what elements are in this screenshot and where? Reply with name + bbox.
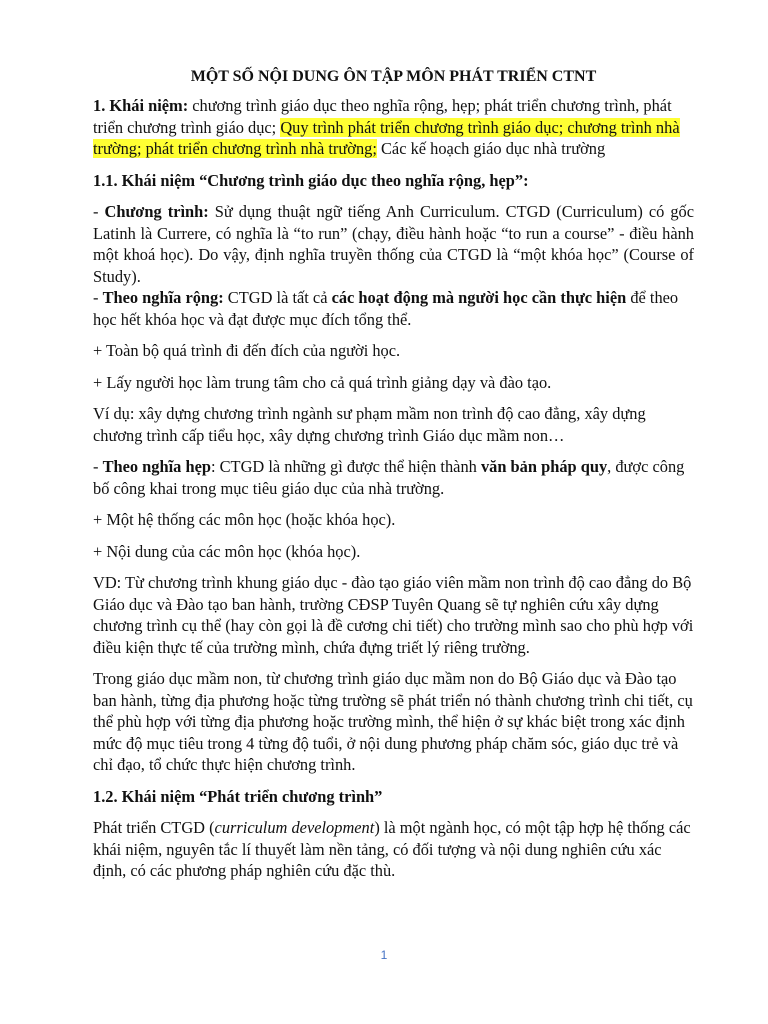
chuong-trinh-paragraph	[93, 201, 694, 287]
mam-non-paragraph: Trong giáo dục mầm non, từ chương trình giáo dục mầm non do Bộ Giáo dục và Đào tạo ban hành, từng địa phương hoặc từng trường sẽ phát triển nó thành chương trình chi tiết, cụ thể phù hợp với từng địa phương hoặc trường mình, thể hiện ở sự khác biệt trong xác định mức độ mục tiêu trong 4 từng độ tuổi, ở nội dung phương pháp chăm sóc, giáo dục trẻ và chỉ đạo, tổ chức thực hiện chương trình.	[93, 669, 693, 774]
phat-trien-paragraph	[93, 817, 694, 882]
nghia-hep-bold: văn bản pháp quy	[480, 457, 608, 476]
example-1: Ví dụ: xây dựng chương trình ngành sư phạm mầm non trình độ cao đẳng, xây dựng chương trình cấp tiểu học, xây dựng chương trình Giáo dục mầm non…	[93, 404, 646, 445]
rong-point-1: + Toàn bộ quá trình đi đến đích của người học.	[93, 341, 401, 360]
rong-point-2: + Lấy người học làm trung tâm cho cả quá trình giảng dạy và đào tạo.	[93, 372, 552, 392]
nghia-rong-text: CTGD là tất cả	[223, 288, 332, 307]
section-1-label: 1. Khái niệm:	[93, 96, 189, 115]
phat-trien-text: Phát triển CTGD (	[93, 818, 215, 837]
nghia-rong-text-2: để theo học hết khóa học và đạt được mục đích tổng thể.	[93, 288, 679, 329]
dash: -	[93, 202, 105, 221]
nghia-rong-label: Theo nghĩa rộng:	[102, 288, 224, 307]
nghia-rong-paragraph	[93, 287, 694, 330]
nghia-rong-bold: các hoạt động mà người học cần thực hiện	[331, 288, 627, 307]
phat-trien-italic: curriculum development	[214, 818, 375, 837]
hep-point-2: + Nội dung của các môn học (khóa học).	[93, 541, 361, 561]
section-1-text: chương trình giáo dục theo nghĩa rộng, hẹp; phát triển chương trình, phát triển chương trình giáo dục;	[93, 96, 672, 137]
heading-1-2: 1.2. Khái niệm “Phát triển chương trình”	[93, 786, 383, 806]
nghia-hep-label: Theo nghĩa hẹp	[102, 457, 211, 476]
phat-trien-text-2: ) là một ngành học, có một tập hợp hệ thống các khái niệm, nguyên tắc lí thuyết làm nền tảng, có đối tượng và nội dung nghiên cứu xác định, có các phương pháp nghiên cứu đặc thù.	[93, 818, 691, 880]
page-number: 1	[380, 948, 388, 962]
example-2: VD: Từ chương trình khung giáo dục - đào tạo giáo viên mầm non trình độ cao đẳng do Bộ Giáo dục và Đào tạo ban hành, trường CĐSP Tuyên Quang sẽ tự nghiên cứu xây dựng chương trình cụ thể (hay còn gọi là đề cương chi tiết) cho trường mình sao cho phù hợp với điều kiện thực tế của trường mình, chứa đựng triết lý riêng trường.	[93, 573, 694, 657]
dash: -	[93, 288, 103, 307]
nghia-hep-paragraph	[93, 456, 694, 499]
chuong-trinh-label: Chương trình:	[104, 202, 209, 221]
section-1-tail: Các kế hoạch giáo dục nhà trường	[376, 139, 606, 158]
section-1-highlight: Quy trình phát triển chương trình giáo dục; chương trình nhà trường; phát triển chương trình nhà trường;	[93, 117, 680, 158]
document-title: MỘT SỐ NỘI DUNG ÔN TẬP MÔN PHÁT TRIỂN CTNT	[190, 68, 597, 85]
hep-point-1: + Một hệ thống các môn học (hoặc khóa học).	[93, 510, 396, 529]
chuong-trinh-text: Sử dụng thuật ngữ tiếng Anh Curriculum. CTGD (Curriculum) có gốc Latinh là Currere, có nghĩa là “to run” (chạy, điều hành hoặc “to run a course” - điều hành một khoá học). Do vậy, định nghĩa truyền thống của CTGD là “một khóa học” (Course of Study).	[93, 202, 695, 286]
nghia-hep-text: : CTGD là những gì được thể hiện thành	[210, 457, 481, 476]
nghia-hep-text-2: , được công bố công khai trong mục tiêu giáo dục của nhà trường.	[93, 457, 685, 498]
heading-1-1: 1.1. Khái niệm “Chương trình giáo dục theo nghĩa rộng, hẹp”:	[93, 170, 529, 190]
section-1-paragraph	[93, 95, 694, 160]
dash: -	[93, 457, 103, 476]
